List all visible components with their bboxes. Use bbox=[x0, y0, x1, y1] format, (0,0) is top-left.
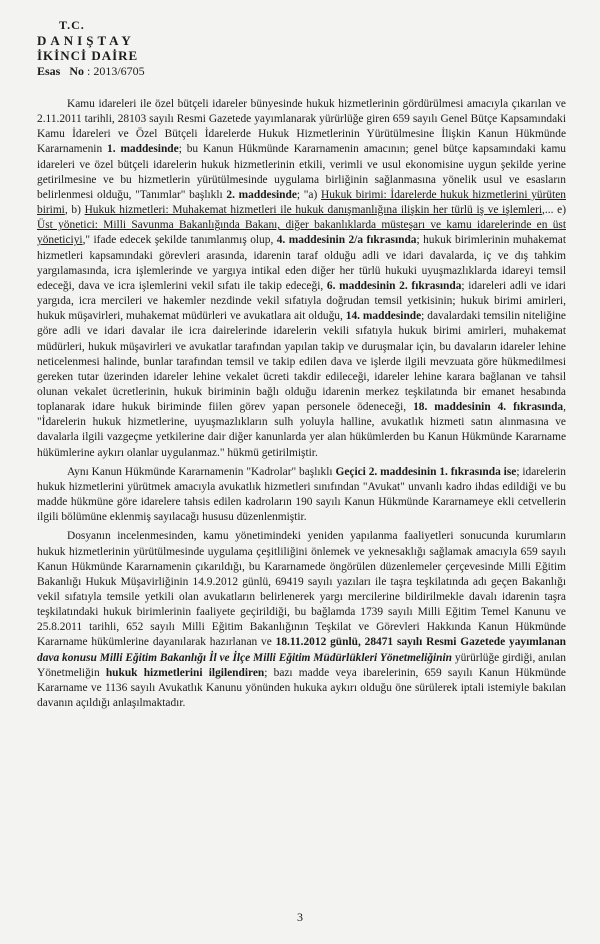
case-label: Esas bbox=[37, 64, 61, 78]
text-run: , b) bbox=[64, 204, 81, 217]
text-run: yürürlüğe girdiği, anılan Yönetmeliğin bbox=[37, 651, 566, 679]
text-run: ; bu Kanun Hükmünde Kararnamenin amacının; genel bütçe kapsamındaki kamu idareleri ve özel bütçeli idarelerin hukuk hizmetlerinin etkili, verimli ve usul ekonomisine uygun şekilde yerine getirilmesine ve bu hizmetlerin yürütülmesinde uygulama birliğinin sağlanmasına yönelik usul ve esasların belirlenmesi olduğu, "Tanımlar" başlıklı bbox=[37, 143, 566, 201]
text-run: ; davalardaki temsilin niteliğine göre adli ve idari davalar ile icra dairelerinde idarelerin vekili sıfatıyla hukuk birimi amirleri, muhakemat müdürleri, hukuk müşavirleri ve avukatlar tarafından yapılan takip ve duruşmalar için, bu davaların idareler lehine neticelenmesi halinde, bunlar tarafından temsil ve takip edilen dava ve işlerde ilgili mevzuata göre hükmedilmesi gereken tutar üzerinden idareler lehine vekalet ücreti takdir edileceği, idareler lehine karara bağlanan ve tahsil olunan vekalet ücretlerinin, hukuk biriminin bağlı olduğu idarenin merkez teşkilatında bir emanet hesabında toplanarak idare hukuk biriminde fiilen görev yapan personele ödeneceği, bbox=[37, 310, 566, 414]
text-run: ; bazı madde veya ibarelerinin, 659 sayılı Kanun Hükmünde Kararname ve 1136 sayılı Avukatlık Kanunu yönünden hukuka aykırı olduğu öne sürülerek iptali istemiyle bakılan davanın açıldığı anlaşılmaktadır. bbox=[37, 666, 566, 710]
text-run: ; idareleri adli ve idari yargıda, icra mercileri ve hakemler nezdinde vekil sıfatıyla doğrudan temsil yetkisinin; hukuk birimi amirleri, hukuk müşavirleri, muhakemat müdürleri ve avukatlara ait olduğu, bbox=[37, 279, 566, 323]
text-run: ,... e) bbox=[542, 204, 566, 217]
bold-run: hukuk hizmetlerini ilgilendiren bbox=[105, 666, 265, 679]
text-run: Kamu idareleri ile özel bütçeli idareler bünyesinde hukuk hizmetlerinin gördürülmesi amacıyla çıkarılan ve 2.11.2011 tarihli, 28103 sayılı Resmi Gazetede yayımlanarak yürürlüğe giren 659 sayılı Genel Bütçe Kapsamındaki Kamu İdareleri ve Özel Bütçeli İdarelerde Hukuk Hizmetlerinin Yürütülmesine İlişkin Kanun Hükmünde Kararnamenin bbox=[37, 98, 566, 156]
bold-run: 4. maddesinin 2/a fıkrasında bbox=[276, 234, 417, 247]
text-run: Aynı Kanun Hükmünde Kararnamenin "Kadrolar" başlıklı bbox=[67, 465, 333, 478]
bold-run: 18.11.2012 günlü, 28471 sayılı Resmi Gazetede yayımlanan bbox=[275, 636, 566, 649]
case-number: : 2013/6705 bbox=[87, 64, 145, 78]
page-number: 3 bbox=[297, 910, 303, 924]
text-run: ; idarelerin hukuk hizmetlerini yürütmek amacıyla avukatlık hizmetleri sınıfından "Avukat" unvanlı kadro ihdas edildiği ve bu madde hükmüne göre idarelere tahsis edilen kadroların 190 sayılı Kanun Hükmünde Kararnameye ekli cetvellerin ilgili bölümüne eklenmiş sayılacağı hususu düzenlenmiştir. bbox=[37, 465, 566, 524]
department-name: İKİNCİ DAİRE bbox=[37, 48, 139, 63]
bold-run: 2. maddesinde bbox=[226, 188, 297, 201]
text-run: ; "a) bbox=[296, 188, 318, 201]
text-run: ; hukuk birimlerinin muhakemat hizmetleri kapsamındaki görevleri arasında, idarenin taraf olduğu adli ve idari davalarda, iç ve dış tahkim yargılamasında, icra işlemlerinde ve yargıya intikal eden diğer her türlü hukuki uyuşmazlıklarda idareyi temsil edeceği, dava ve icra işlemlerini vekil sıfatı ile takip edeceği, bbox=[37, 234, 566, 292]
paragraph-3 bbox=[37, 529, 566, 711]
text-run: ," ifade edecek şekilde tanımlanmış olup, bbox=[82, 234, 274, 247]
bold-run: Geçici 2. maddesinin 1. fıkrasında ise bbox=[335, 465, 517, 478]
text-run: Dosyanın incelenmesinden, kamu yönetimindeki yeniden yapılanma faaliyetleri sonucunda kurumların hukuk hizmetlerinin yürütülmesinde uygulama çeşitliliğini önlemek ve yeknesaklığı sağlamak amacıyla 659 sayılı Kanun Hükmünde Kararnamenin çıkarıldığı, bu Kararnamede öngörülen düzenlemeler çerçevesinde Milli Eğitim Bakanlığı Hukuk Müşavirliğinin 14.9.2012 günlü, 69419 sayılı yazıları ile taşra teşkilatında adı geçen Bakanlığı vekil sıfatıyla temsile yetkili olan avukatların belirlenerek yargı mercilerine bildirilmekle davalı idarenin taşra teşkilatındaki hukuk birimlerinin faaliyete geçirildiği, bu bağlamda 1739 sayılı Milli Eğitim Temel Kanunu ve 25.8.2011 tarihli, 652 sayılı Milli Eğitim Bakanlığının Teşkilat ve Görevleri Hakkında Kanun Hükmünde Kararname hükümlerine dayanılarak hazırlanan ve bbox=[37, 530, 566, 649]
court-name: DANIŞTAY bbox=[37, 33, 135, 48]
paragraph-2 bbox=[37, 465, 566, 526]
bold-run: 18. maddesinin 4. fıkrasında bbox=[413, 401, 564, 414]
underlined-run: Üst yönetici: Milli Savunma Bakanlığında Bakanı, diğer bakanlıklarda müsteşarı ve kamu idarelerinde en üst yöneticiyi bbox=[37, 219, 566, 247]
bold-run: 1. maddesinde bbox=[107, 143, 179, 156]
text-run: , "İdarelerin hukuk hizmetlerine, uyuşmazlıkların sulh yoluyla halline, avukatlık hizmeti satın alınmasına ve davalarla ilgili vazgeçme yetkilerine dair diğer kanunlarda yer alan hükümlerden bu Kanun Hükmünde Kararname hükümlerine aykırı olanlar uygulanmaz." hükmü getirilmiştir. bbox=[37, 401, 566, 459]
bold-italic-run: dava konusu Milli Eğitim Bakanlığı İl ve İlçe Milli Eğitim Müdürlükleri Yönetmeliğinin bbox=[37, 651, 453, 664]
case-number-sep: No bbox=[69, 64, 85, 78]
bold-run: 6. maddesinin 2. fıkrasında bbox=[326, 279, 462, 292]
underlined-run: Hukuk hizmetleri: Muhakemat hizmetleri ile hukuk danışmanlığına ilişkin her türlü iş ve işlemleri bbox=[84, 204, 543, 217]
underlined-run: Hukuk birimi: İdarelerde hukuk hizmetlerini yürüten birimi bbox=[37, 188, 567, 217]
document-header bbox=[37, 18, 566, 79]
document-body bbox=[37, 97, 566, 711]
paragraph-1 bbox=[37, 97, 566, 461]
bold-run: 14. maddesinde bbox=[345, 310, 422, 323]
country-label: T.C. bbox=[59, 18, 85, 32]
case-number-line bbox=[37, 64, 566, 79]
